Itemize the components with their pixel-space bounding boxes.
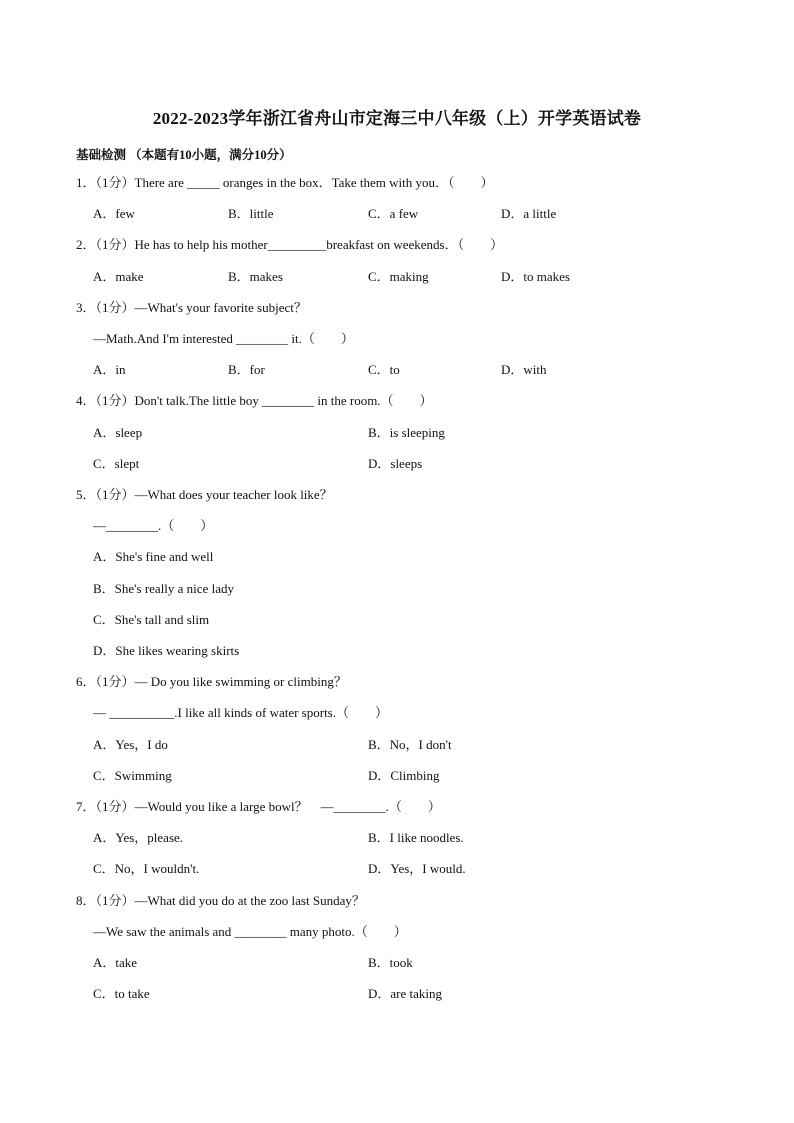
question-4-stem: 4．（1分）Don't talk.The little boy ________ in the room.（ ） (76, 393, 433, 408)
question-1-stem: 1．（1分）There are _____ oranges in the box．Take them with you．（ ） (76, 175, 494, 190)
question-1-option-d: D．a little (501, 206, 557, 221)
question-6-option-b: B．No，I don't (368, 737, 452, 752)
section-heading: 基础检测 （本题有10小题，满分10分） (76, 148, 292, 162)
question-2-stem: 2．（1分）He has to help his mother_________breakfast on weekends．（ ） (76, 237, 504, 252)
question-4-option-b: B．is sleeping (368, 425, 445, 440)
question-1-option-b: B．little (228, 206, 274, 221)
question-2-option-d: D．to makes (501, 269, 570, 284)
question-5-option-a: A．She's fine and well (93, 549, 214, 564)
question-7-option-a: A．Yes，please. (93, 830, 184, 845)
question-6-stem: 6．（1分）— Do you like swimming or climbing？ (76, 674, 347, 689)
question-4-option-c: C．slept (93, 456, 140, 471)
question-6-option-d: D．Climbing (368, 768, 440, 783)
question-5-stem: 5．（1分）—What does your teacher look like？ (76, 487, 333, 502)
question-8-stem: 8．（1分）—What did you do at the zoo last Sunday？ (76, 893, 365, 908)
question-3-option-d: D．with (501, 362, 547, 377)
question-5-option-b: B．She's really a nice lady (93, 581, 234, 596)
question-3-line2: —Math.And I'm interested ________ it.（ ） (93, 331, 354, 346)
question-3-option-c: C．to (368, 362, 400, 377)
question-3-stem: 3．（1分）—What's your favorite subject？ (76, 300, 307, 315)
question-3-option-b: B．for (228, 362, 265, 377)
question-6-line2: — __________.I like all kinds of water sports.（ ） (93, 705, 388, 720)
question-8-option-d: D．are taking (368, 986, 443, 1001)
question-1-option-a: A．few (93, 206, 135, 221)
question-7-option-d: D．Yes，I would. (368, 861, 466, 876)
question-8-option-a: A．take (93, 955, 138, 970)
question-2-option-a: A．make (93, 269, 144, 284)
question-8-option-b: B．took (368, 955, 413, 970)
question-6-option-c: C．Swimming (93, 768, 172, 783)
question-8-option-c: C．to take (93, 986, 150, 1001)
question-2-option-b: B．makes (228, 269, 283, 284)
question-7-option-c: C．No，I wouldn't. (93, 861, 200, 876)
question-2-option-c: C．making (368, 269, 429, 284)
question-4-option-a: A．sleep (93, 425, 143, 440)
question-1-option-c: C．a few (368, 206, 419, 221)
question-5-option-d: D．She likes wearing skirts (93, 643, 240, 658)
question-5-option-c: C．She's tall and slim (93, 612, 210, 627)
question-5-line2: —________.（ ） (93, 518, 214, 533)
question-4-option-d: D．sleeps (368, 456, 423, 471)
question-8-line2: —We saw the animals and ________ many photo.（ ） (93, 924, 407, 939)
question-7-option-b: B．I like noodles. (368, 830, 464, 845)
question-7-stem: 7．（1分）—Would you like a large bowl？ —________.（ ） (76, 799, 441, 814)
question-3-option-a: A．in (93, 362, 126, 377)
page-title: 2022-2023学年浙江省舟山市定海三中八年级（上）开学英语试卷 (152, 109, 642, 128)
question-6-option-a: A．Yes，I do (93, 737, 168, 752)
